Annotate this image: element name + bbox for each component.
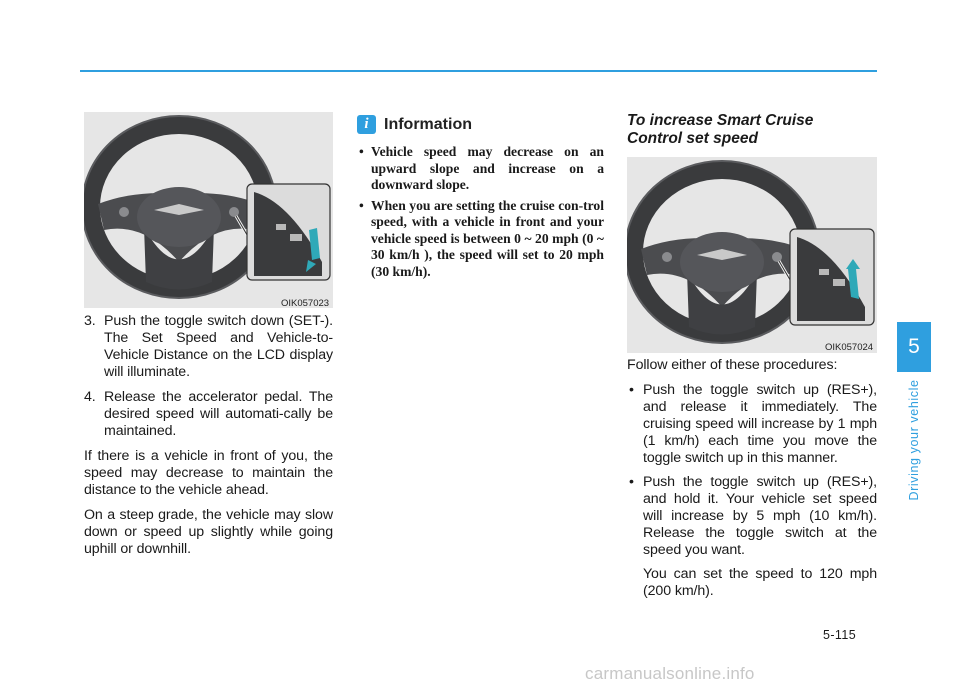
step-4 xyxy=(84,389,333,440)
information-title: Information xyxy=(384,115,472,133)
figure-code-left: OIK057023 xyxy=(281,298,330,309)
left-column-text xyxy=(84,313,333,566)
procedure-bullet-release: • Push the toggle switch up (RES+), and release it immediately. The cruising speed will increase by 1 mph (1 km/h) each time you move the toggle switch up in this manner. xyxy=(629,382,877,466)
paragraph-vehicle-ahead: If there is a vehicle in front of you, the speed may decrease to maintain the distance to the vehicle ahead. xyxy=(84,448,333,498)
chapter-tab: 5 xyxy=(897,322,931,372)
steering-wheel-set-illustration xyxy=(84,112,333,308)
procedure-bullet-hold: • Push the toggle switch up (RES+), and hold it. Your vehicle set speed will increase by 5 mph (10 km/h). Release the toggle switch at the speed you want. xyxy=(629,474,877,558)
max-speed-note: You can set the speed to 120 mph (200 km/h). xyxy=(643,566,877,599)
chapter-label: Driving your vehicle xyxy=(907,379,921,501)
information-header xyxy=(357,115,604,134)
bullet-text: Vehicle speed may decrease on an upward slope and increase on a downward slope. xyxy=(371,144,604,192)
section-title-line-1: To increase Smart Cruise xyxy=(627,112,814,129)
bullet-text: Push the toggle switch up (RES+), and release it immediately. The cruising speed will increase by 1 mph (1 km/h) each time you move the toggle switch up in this manner. xyxy=(643,382,877,466)
bullet-text: When you are setting the cruise con-trol speed, with a vehicle in front and your vehicle speed is between 0 ~ 20 mph (0 ~ 30 km/h ), the speed will set to 20 mph (30 km/h). xyxy=(371,197,604,279)
steering-wheel-figure-res xyxy=(627,157,877,353)
information-text xyxy=(357,144,604,280)
paragraph-steep-grade: On a steep grade, the vehicle may slow down or speed up slightly while going uphill or downhill. xyxy=(84,507,333,557)
watermark: carmanualsonline.info xyxy=(585,664,755,683)
procedures-intro: Follow either of these procedures: xyxy=(627,357,838,373)
step-text: Push the toggle switch down (SET-). The Set Speed and Vehicle-to-Vehicle Distance on the LCD display will illuminate. xyxy=(104,313,333,380)
step-text: Release the accelerator pedal. The desired speed will automati-cally be maintained. xyxy=(104,389,333,439)
figure-code-right: OIK057024 xyxy=(825,342,874,353)
info-icon: i xyxy=(357,115,376,134)
step-number: 3. xyxy=(84,313,96,329)
section-title xyxy=(627,112,877,148)
step-3 xyxy=(84,313,333,381)
steering-wheel-res-illustration xyxy=(627,157,877,353)
section-title-line-2: Control set speed xyxy=(627,130,758,147)
information-bullet: • When you are setting the cruise con-trol speed, with a vehicle in front and your vehicle speed is between 0 ~ 20 mph (0 ~ 30 km/h ), the speed will set to 20 mph (30 km/h). xyxy=(359,197,604,279)
information-bullet: • Vehicle speed may decrease on an upward slope and increase on a downward slope. xyxy=(359,144,604,192)
bullet-text: Push the toggle switch up (RES+), and hold it. Your vehicle set speed will increase by 5 mph (10 km/h). Release the toggle switch at the speed you want. xyxy=(643,474,877,558)
information-box xyxy=(357,115,604,284)
header-rule xyxy=(80,70,877,72)
page-number: 5-115 xyxy=(823,628,857,642)
step-number: 4. xyxy=(84,389,96,405)
steering-wheel-figure-set xyxy=(84,112,333,308)
right-column-text xyxy=(627,357,877,608)
